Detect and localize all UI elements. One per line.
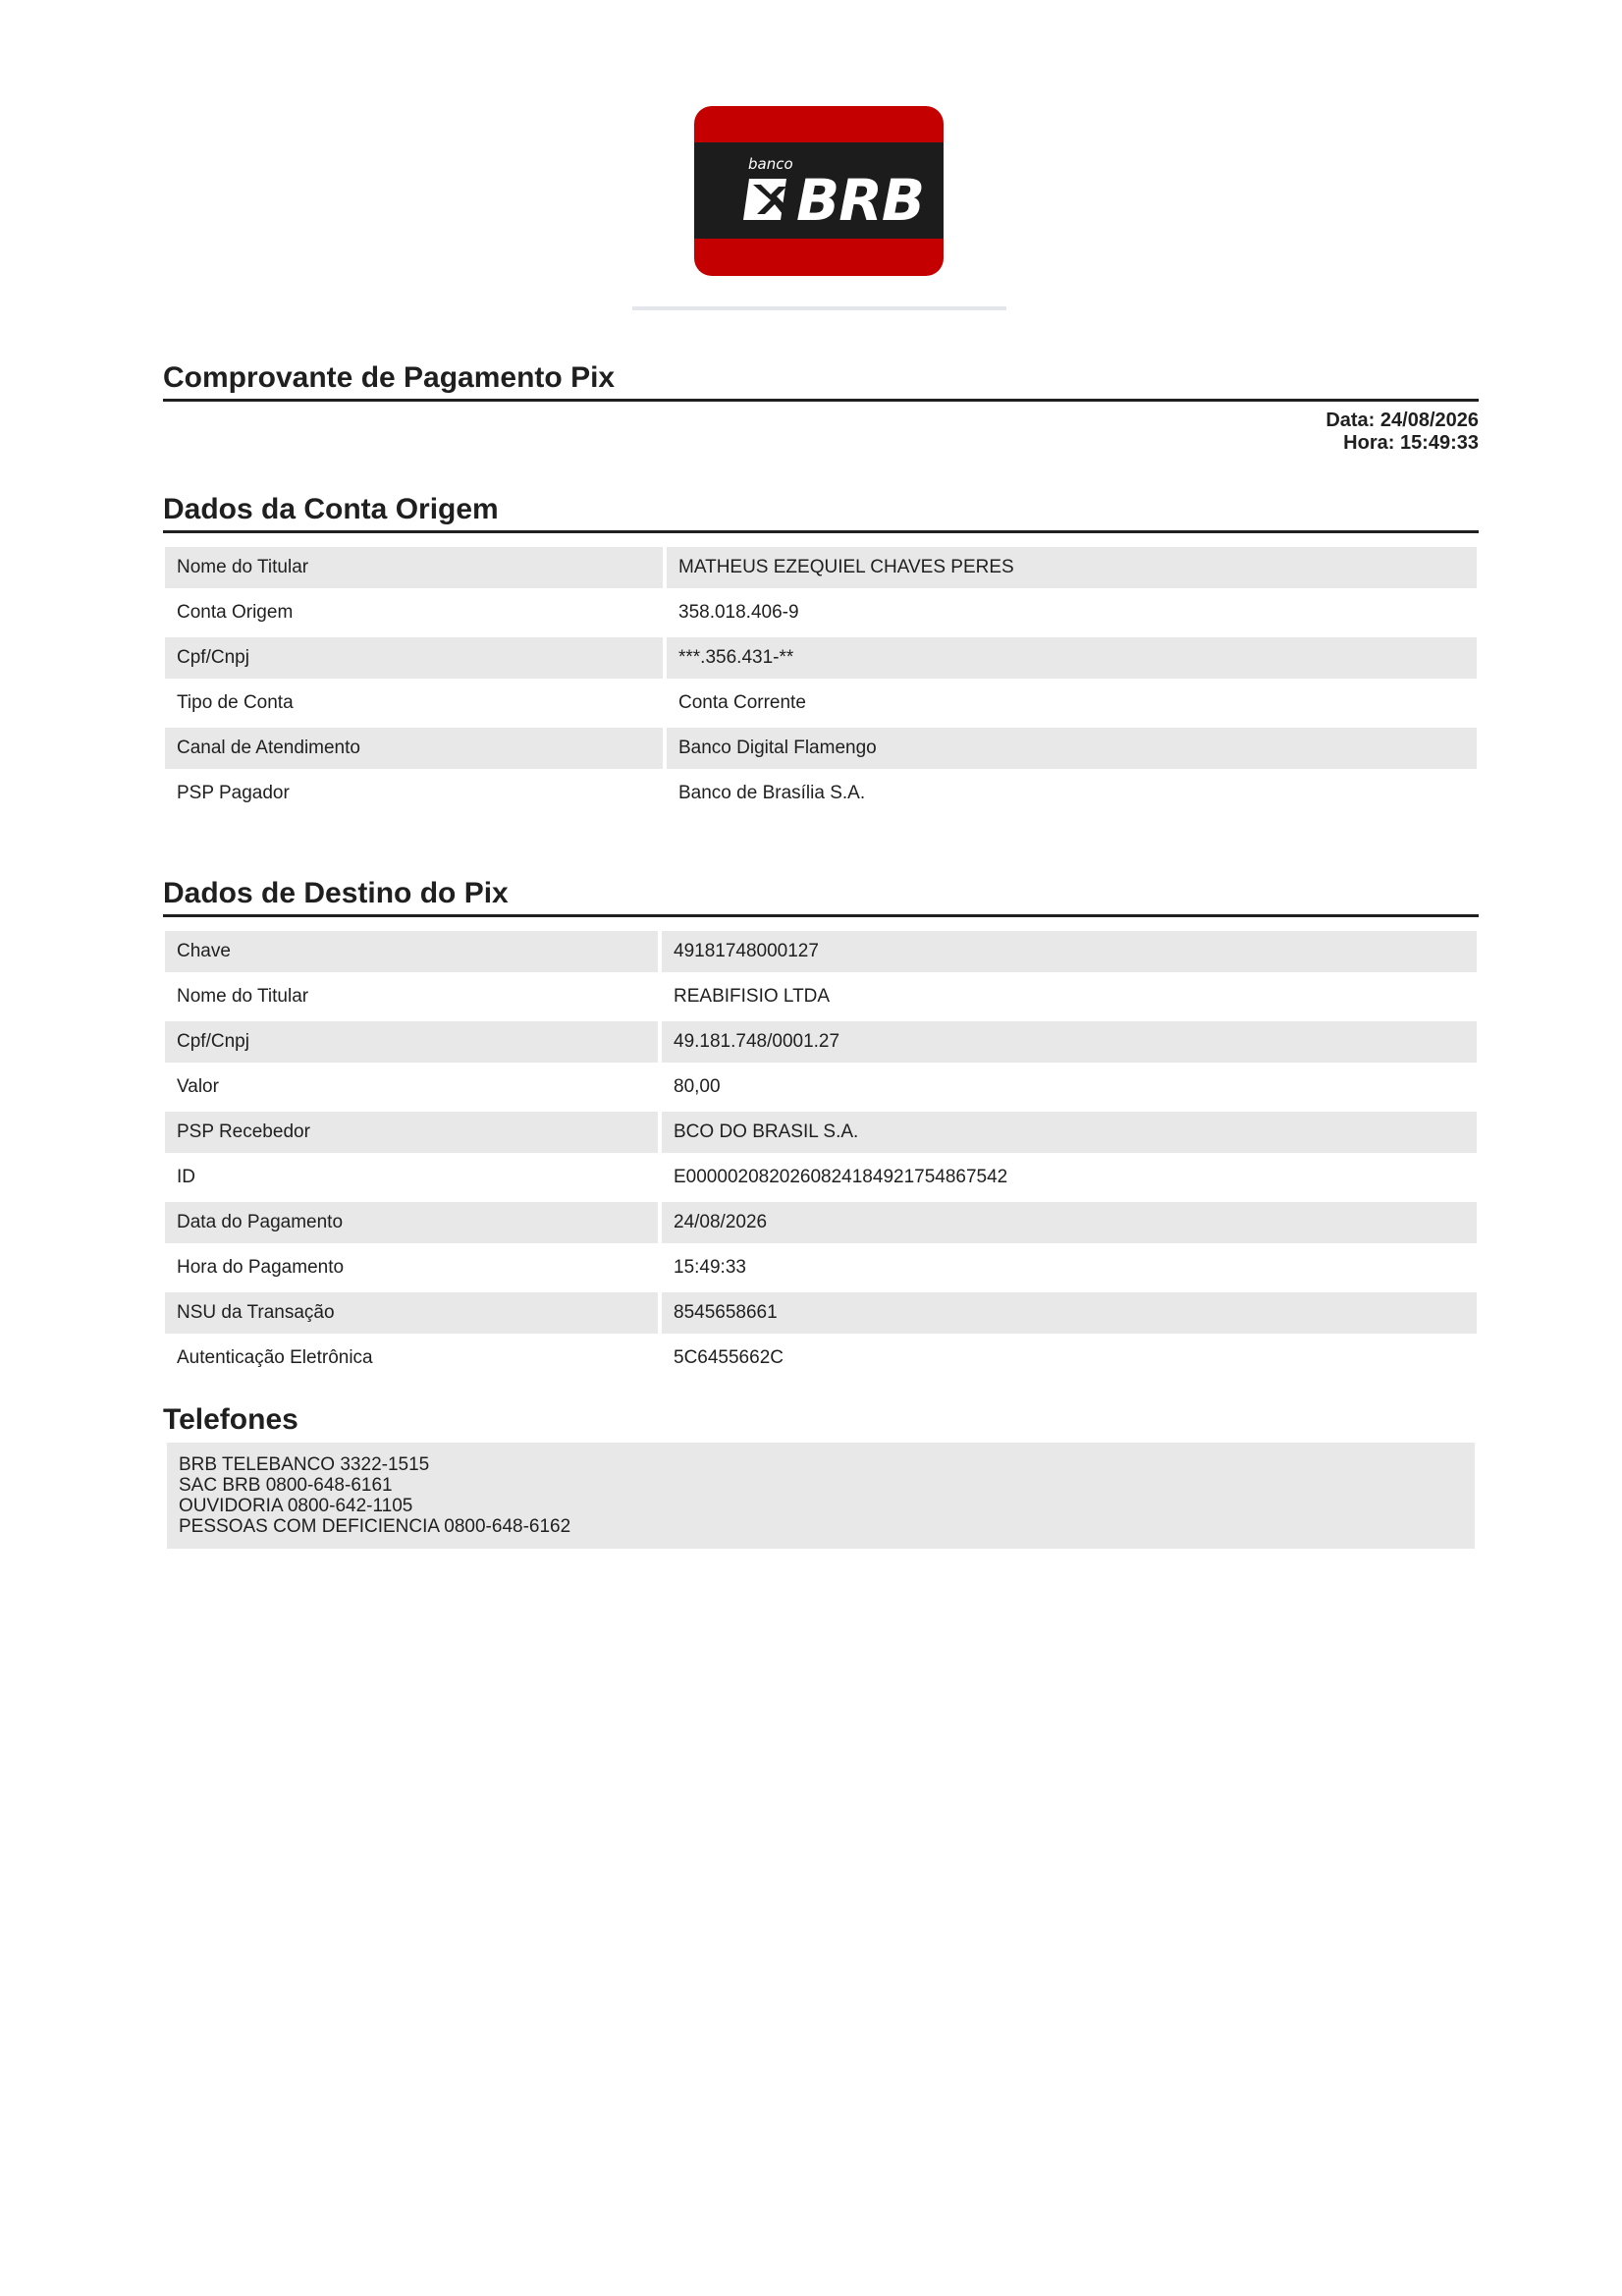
row-value: Conta Corrente [667, 683, 1477, 724]
table-row [165, 1292, 1477, 1334]
origin-account-section [163, 491, 1479, 818]
row-label: Valor [165, 1066, 658, 1108]
logo-brb-text: BRB [796, 167, 925, 234]
row-value: MATHEUS EZEQUIEL CHAVES PERES [667, 547, 1477, 588]
row-value: 49.181.748/0001.27 [662, 1021, 1477, 1063]
row-label: Cpf/Cnpj [165, 1021, 658, 1063]
row-label: Hora do Pagamento [165, 1247, 658, 1288]
row-label: Tipo de Conta [165, 683, 663, 724]
row-value: E0000020820260824184921754867542 [662, 1157, 1477, 1198]
table-row [165, 773, 1477, 814]
table-row [165, 637, 1477, 679]
row-value: 15:49:33 [662, 1247, 1477, 1288]
brb-arrow-icon [741, 175, 798, 224]
table-row [165, 1112, 1477, 1153]
row-value: BCO DO BRASIL S.A. [662, 1112, 1477, 1153]
row-value: Banco Digital Flamengo [667, 728, 1477, 769]
table-row [165, 1247, 1477, 1288]
row-value: REABIFISIO LTDA [662, 976, 1477, 1017]
phones-box [167, 1443, 1475, 1549]
phone-line: PESSOAS COM DEFICIENCIA 0800-648-6162 [179, 1516, 571, 1537]
row-value: 5C6455662C [662, 1338, 1477, 1379]
phones-section [163, 1400, 1479, 1549]
section-title-origem: Dados da Conta Origem [163, 491, 1479, 533]
row-value: 80,00 [662, 1066, 1477, 1108]
table-row [165, 683, 1477, 724]
table-row [165, 1338, 1477, 1379]
time-text: Hora: 15:49:33 [1343, 432, 1479, 454]
section-title-destino: Dados de Destino do Pix [163, 875, 1479, 917]
row-value: 24/08/2026 [662, 1202, 1477, 1243]
table-row [165, 1157, 1477, 1198]
destination-table [161, 927, 1481, 1383]
row-value: 49181748000127 [662, 931, 1477, 972]
row-value: ***.356.431-** [667, 637, 1477, 679]
row-label: Nome do Titular [165, 976, 658, 1017]
section-title-telefones: Telefones [163, 1403, 298, 1436]
row-value: 358.018.406-9 [667, 592, 1477, 633]
row-label: Conta Origem [165, 592, 663, 633]
row-label: Autenticação Eletrônica [165, 1338, 658, 1379]
brb-logo [694, 106, 944, 276]
receipt-header [163, 359, 1479, 455]
row-label: Chave [165, 931, 658, 972]
row-label: ID [165, 1157, 658, 1198]
row-label: PSP Recebedor [165, 1112, 658, 1153]
row-label: PSP Pagador [165, 773, 663, 814]
row-value: Banco de Brasília S.A. [667, 773, 1477, 814]
date-text: Data: 24/08/2026 [1325, 410, 1479, 431]
table-row [165, 1066, 1477, 1108]
row-label: Data do Pagamento [165, 1202, 658, 1243]
table-row [165, 1202, 1477, 1243]
row-label: Cpf/Cnpj [165, 637, 663, 679]
row-label: NSU da Transação [165, 1292, 658, 1334]
logo-divider [632, 306, 1006, 310]
logo-banco-text: banco [748, 155, 793, 173]
table-row [165, 976, 1477, 1017]
table-row [165, 728, 1477, 769]
timestamp [163, 410, 1479, 455]
row-label: Canal de Atendimento [165, 728, 663, 769]
table-row [165, 931, 1477, 972]
table-row [165, 592, 1477, 633]
origin-table [161, 543, 1481, 818]
phone-line: BRB TELEBANCO 3322-1515 [179, 1454, 430, 1475]
table-row [165, 547, 1477, 588]
pix-destination-section [163, 875, 1479, 1383]
phone-line: SAC BRB 0800-648-6161 [179, 1475, 393, 1496]
row-value: 8545658661 [662, 1292, 1477, 1334]
phone-line: OUVIDORIA 0800-642-1105 [179, 1496, 413, 1516]
table-row [165, 1021, 1477, 1063]
row-label: Nome do Titular [165, 547, 663, 588]
page-title: Comprovante de Pagamento Pix [163, 359, 1479, 402]
